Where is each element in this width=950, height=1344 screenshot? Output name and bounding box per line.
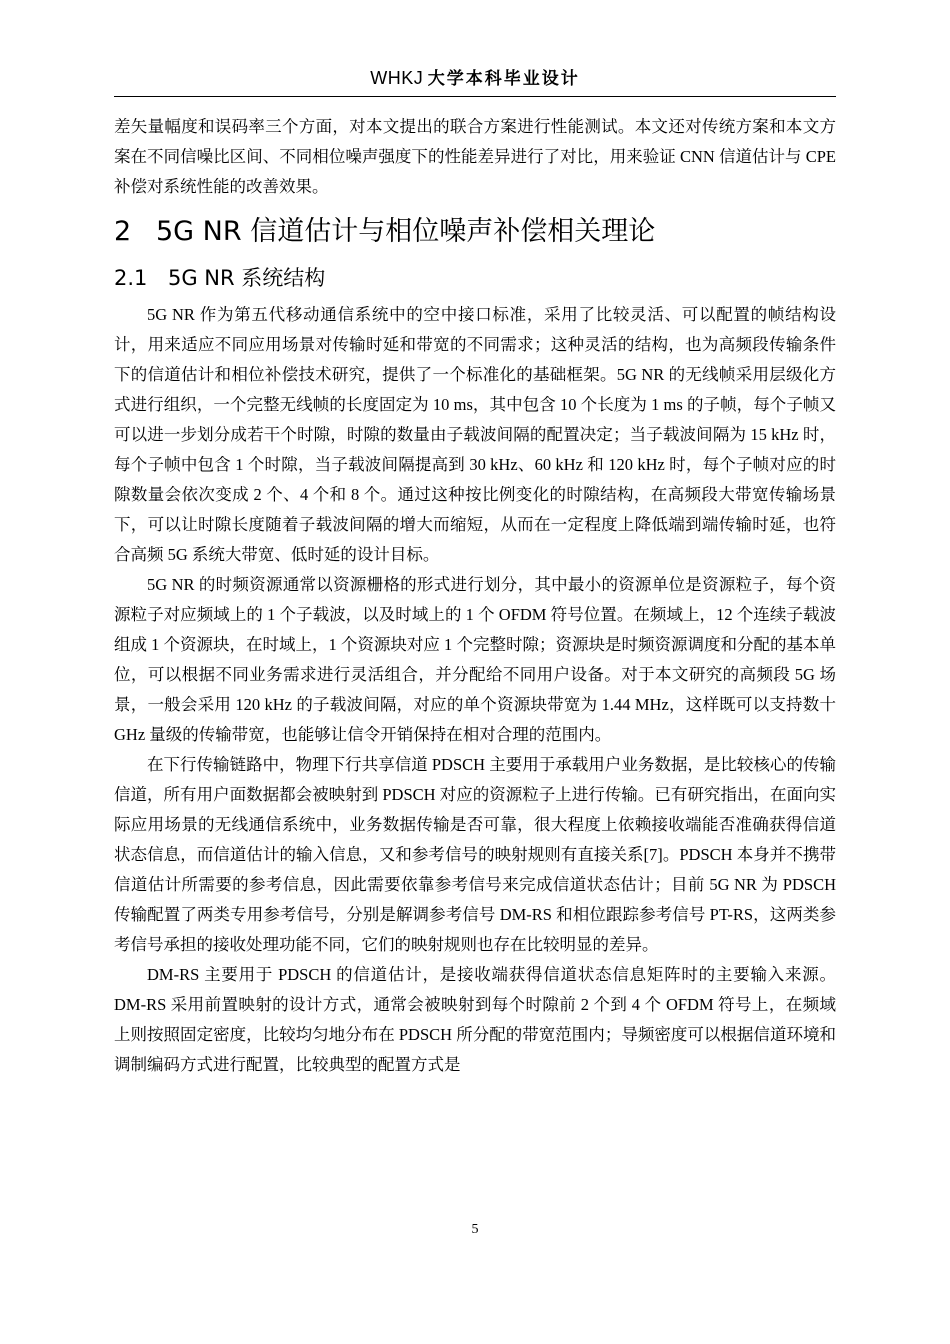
page-number: 5 — [471, 1222, 479, 1237]
page-body — [114, 112, 836, 1080]
subsection-title: 5G NR 系统结构 — [168, 266, 326, 290]
subsection-number: 2.1 — [114, 266, 148, 290]
paragraph-dmrs: DM-RS 主要用于 PDSCH 的信道估计，是接收端获得信道状态信息矩阵时的主要输入来源。DM-RS 采用前置映射的设计方式，通常会被映射到每个时隙前 2 个到 4 个 OFDM 符号上，在频域上则按照固定密度，比较均匀地分布在 PDSCH 所分配的带宽范围内；导频密度可以根据信道环境和调制编码方式进行配置，比较典型的配置方式是 — [114, 965, 836, 1074]
paragraph-frame-structure: 5G NR 作为第五代移动通信系统中的空中接口标准，采用了比较灵活、可以配置的帧结构设计，用来适应不同应用场景对传输时延和带宽的不同需求；这种灵活的结构，也为高频段传输条件下的信道估计和相位补偿技术研究，提供了一个标准化的基础框架。5G NR 的无线帧采用层级化方式进行组织，一个完整无线帧的长度固定为 10 ms，其中包含 10 个长度为 1 ms 的子帧，每个子帧又可以进一步划分成若干个时隙，时隙的数量由子载波间隔的配置决定；当子载波间隔为 15 kHz 时，每个子帧中包含 1 个时隙，当子载波间隔提高到 30 kHz、60 kHz 和 120 kHz 时，每个子帧对应的时隙数量会依次变成 2 个、4 个和 8 个。通过这种按比例变化的时隙结构，在高频段大带宽传输场景下，可以让时隙长度随着子载波间隔的增大而缩短，从而在一定程度上降低端到端传输时延，也符合高频 5G 系统大带宽、低时延的设计目标。 — [114, 305, 836, 564]
section-title: 5G NR 信道估计与相位噪声补偿相关理论 — [156, 216, 656, 247]
subsection-heading — [114, 262, 836, 294]
section-heading — [114, 212, 836, 252]
running-header — [114, 66, 836, 91]
header-rule — [114, 96, 836, 97]
section-number: 2 — [114, 216, 132, 247]
header-title: 大学本科毕业设计 — [427, 69, 580, 89]
paragraph-resource-grid: 5G NR 的时频资源通常以资源栅格的形式进行划分，其中最小的资源单位是资源粒子，每个资源粒子对应频域上的 1 个子载波，以及时域上的 1 个 OFDM 符号位置。在频域上，12 个连续子载波组成 1 个资源块，在时域上，1 个资源块对应 1 个完整时隙；资源块是时频资源调度和分配的基本单位，可以根据不同业务需求进行灵活组合，并分配给不同用户设备。对于本文研究的高频段 5G 场景，一般会采用 120 kHz 的子载波间隔，对应的单个资源块带宽为 1.44 MHz，这样既可以支持数十 GHz 量级的传输带宽，也能够让信令开销保持在相对合理的范围内。 — [114, 575, 836, 744]
paragraph-pdsch: 在下行传输链路中，物理下行共享信道 PDSCH 主要用于承载用户业务数据，是比较核心的传输信道，所有用户面数据都会被映射到 PDSCH 对应的资源粒子上进行传输。已有研究指出，在面向实际应用场景的无线通信系统中，业务数据传输是否可靠，很大程度上依赖接收端能否准确获得信道状态信息，而信道估计的输入信息，又和参考信号的映射规则有直接关系[7]。PDSCH 本身并不携带信道估计所需要的参考信息，因此需要依靠参考信号来完成信道状态估计；目前 5G NR 为 PDSCH 传输配置了两类专用参考信号，分别是解调参考信号 DM-RS 和相位跟踪参考信号 PT-RS，这两类参考信号承担的接收处理功能不同，它们的映射规则也存在比较明显的差异。 — [114, 755, 836, 954]
intro-paragraph: 差矢量幅度和误码率三个方面，对本文提出的联合方案进行性能测试。本文还对传统方案和本文方案在不同信噪比区间、不同相位噪声强度下的性能差异进行了对比，用来验证 CNN 信道估计与 CPE 补偿对系统性能的改善效果。 — [114, 117, 836, 196]
header-latin: WHKJ — [370, 68, 424, 88]
